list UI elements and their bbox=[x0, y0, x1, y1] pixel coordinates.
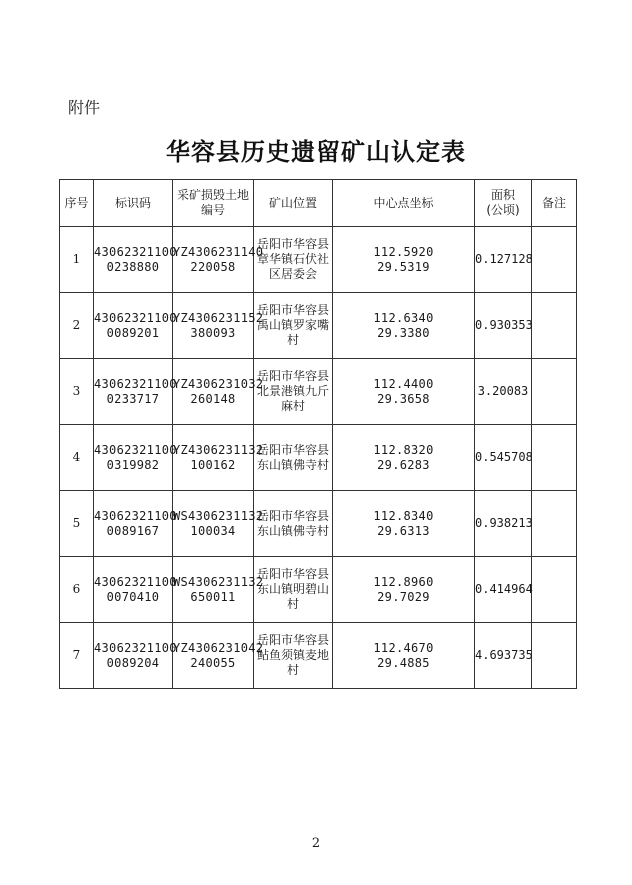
cell-plot-line2: 220058 bbox=[190, 259, 236, 274]
cell-plot-line1: YZ4306231140 bbox=[173, 244, 264, 259]
cell-plot-line2: 380093 bbox=[190, 325, 236, 340]
cell-plot-line1: YZ4306231152 bbox=[173, 310, 264, 325]
col-header-plot-no-line1: 采矿损毁土地 bbox=[176, 188, 249, 202]
table-header-row bbox=[60, 180, 577, 227]
table-row bbox=[60, 425, 577, 491]
col-header-remark: 备注 bbox=[532, 180, 577, 227]
cell-lat: 29.4885 bbox=[377, 655, 430, 670]
cell-lon: 112.8320 bbox=[373, 442, 434, 457]
cell-area: 0.127128 bbox=[475, 227, 532, 293]
cell-code bbox=[94, 623, 177, 689]
cell-location: 岳阳市华容县北景港镇九斤麻村 bbox=[254, 359, 333, 425]
cell-coords bbox=[333, 359, 475, 425]
cell-code-line2: 0319982 bbox=[106, 457, 160, 472]
cell-plot-no bbox=[173, 623, 264, 689]
cell-code-line1: 43062321100 bbox=[94, 508, 177, 523]
table-row bbox=[60, 227, 577, 293]
cell-index: 6 bbox=[60, 557, 94, 623]
col-header-index: 序号 bbox=[60, 180, 94, 227]
col-header-coords: 中心点坐标 bbox=[333, 180, 475, 227]
cell-remark bbox=[532, 491, 577, 557]
cell-location: 岳阳市华容县东山镇佛寺村 bbox=[254, 425, 333, 491]
cell-coords bbox=[333, 425, 475, 491]
cell-remark bbox=[532, 293, 577, 359]
cell-location: 岳阳市华容县东山镇明碧山村 bbox=[254, 557, 333, 623]
cell-plot-no bbox=[173, 425, 264, 491]
cell-remark bbox=[532, 227, 577, 293]
cell-index: 1 bbox=[60, 227, 94, 293]
cell-plot-no bbox=[173, 227, 264, 293]
cell-lon: 112.5920 bbox=[373, 244, 434, 259]
cell-plot-line2: 100162 bbox=[190, 457, 236, 472]
cell-code-line2: 0238880 bbox=[106, 259, 160, 274]
cell-lat: 29.3658 bbox=[377, 391, 430, 406]
cell-plot-line2: 260148 bbox=[190, 391, 236, 406]
cell-location: 岳阳市华容县禹山镇罗家嘴村 bbox=[254, 293, 333, 359]
cell-code bbox=[94, 293, 177, 359]
cell-code bbox=[94, 425, 177, 491]
col-header-area bbox=[475, 180, 532, 227]
cell-code bbox=[94, 491, 177, 557]
cell-area: 0.938213 bbox=[475, 491, 532, 557]
cell-area: 0.414964 bbox=[475, 557, 532, 623]
cell-code-line1: 43062321100 bbox=[94, 442, 177, 457]
cell-code-line1: 43062321100 bbox=[94, 376, 177, 391]
cell-lon: 112.8340 bbox=[373, 508, 434, 523]
cell-code-line2: 0233717 bbox=[106, 391, 160, 406]
col-header-location: 矿山位置 bbox=[254, 180, 333, 227]
table-row bbox=[60, 359, 577, 425]
cell-code-line1: 43062321100 bbox=[94, 310, 177, 325]
cell-code-line1: 43062321100 bbox=[94, 574, 177, 589]
cell-plot-line1: WS4306231132 bbox=[173, 508, 264, 523]
cell-code-line2: 0089167 bbox=[106, 523, 160, 538]
cell-lat: 29.6313 bbox=[377, 523, 430, 538]
cell-location: 岳阳市华容县东山镇佛寺村 bbox=[254, 491, 333, 557]
cell-plot-no bbox=[173, 491, 264, 557]
cell-location: 岳阳市华容县章华镇石伏社区居委会 bbox=[254, 227, 333, 293]
cell-lat: 29.7029 bbox=[377, 589, 430, 604]
cell-area: 4.693735 bbox=[475, 623, 532, 689]
cell-plot-line2: 240055 bbox=[190, 655, 236, 670]
cell-coords bbox=[333, 557, 475, 623]
cell-lon: 112.8960 bbox=[373, 574, 434, 589]
table-row bbox=[60, 491, 577, 557]
cell-plot-line1: WS4306231132 bbox=[173, 574, 264, 589]
cell-remark bbox=[532, 425, 577, 491]
cell-code-line2: 0070410 bbox=[106, 589, 160, 604]
col-header-code: 标识码 bbox=[94, 180, 173, 227]
cell-index: 2 bbox=[60, 293, 94, 359]
page-number: 2 bbox=[311, 836, 321, 851]
cell-lat: 29.6283 bbox=[377, 457, 430, 472]
mine-table bbox=[59, 179, 577, 689]
cell-lon: 112.4670 bbox=[373, 640, 434, 655]
col-header-area-line1: 面积 bbox=[490, 188, 515, 202]
cell-plot-no bbox=[173, 293, 264, 359]
table-row bbox=[60, 623, 577, 689]
cell-index: 7 bbox=[60, 623, 94, 689]
col-header-plot-no-line2: 编号 bbox=[200, 203, 225, 217]
cell-code-line1: 43062321100 bbox=[94, 244, 177, 259]
cell-code bbox=[94, 557, 177, 623]
cell-code bbox=[94, 359, 177, 425]
cell-lat: 29.3380 bbox=[377, 325, 430, 340]
cell-code bbox=[94, 227, 177, 293]
cell-area: 0.545708 bbox=[475, 425, 532, 491]
cell-plot-line2: 100034 bbox=[190, 523, 236, 538]
cell-location: 岳阳市华容县鲇鱼须镇麦地村 bbox=[254, 623, 333, 689]
cell-coords bbox=[333, 491, 475, 557]
cell-coords bbox=[333, 227, 475, 293]
cell-plot-line1: YZ4306231032 bbox=[173, 376, 264, 391]
cell-code-line2: 0089201 bbox=[106, 325, 160, 340]
cell-area: 3.20083 bbox=[475, 359, 532, 425]
col-header-plot-no bbox=[173, 180, 254, 227]
cell-plot-line1: YZ4306231042 bbox=[173, 640, 264, 655]
cell-plot-line1: YZ4306231132 bbox=[173, 442, 264, 457]
cell-plot-line2: 650011 bbox=[190, 589, 236, 604]
cell-coords bbox=[333, 623, 475, 689]
cell-plot-no bbox=[173, 359, 264, 425]
cell-plot-no bbox=[173, 557, 264, 623]
cell-remark bbox=[532, 557, 577, 623]
cell-lon: 112.4400 bbox=[373, 376, 434, 391]
cell-remark bbox=[532, 623, 577, 689]
cell-index: 3 bbox=[60, 359, 94, 425]
cell-index: 5 bbox=[60, 491, 94, 557]
cell-code-line1: 43062321100 bbox=[94, 640, 177, 655]
cell-remark bbox=[532, 359, 577, 425]
cell-area: 0.930353 bbox=[475, 293, 532, 359]
cell-lat: 29.5319 bbox=[377, 259, 430, 274]
attachment-label: 附件 bbox=[68, 98, 101, 117]
table-row bbox=[60, 557, 577, 623]
table-row bbox=[60, 293, 577, 359]
cell-lon: 112.6340 bbox=[373, 310, 434, 325]
document-title: 华容县历史遗留矿山认定表 bbox=[166, 138, 466, 166]
cell-code-line2: 0089204 bbox=[106, 655, 160, 670]
cell-index: 4 bbox=[60, 425, 94, 491]
cell-coords bbox=[333, 293, 475, 359]
col-header-area-line2: (公顷) bbox=[486, 203, 520, 217]
